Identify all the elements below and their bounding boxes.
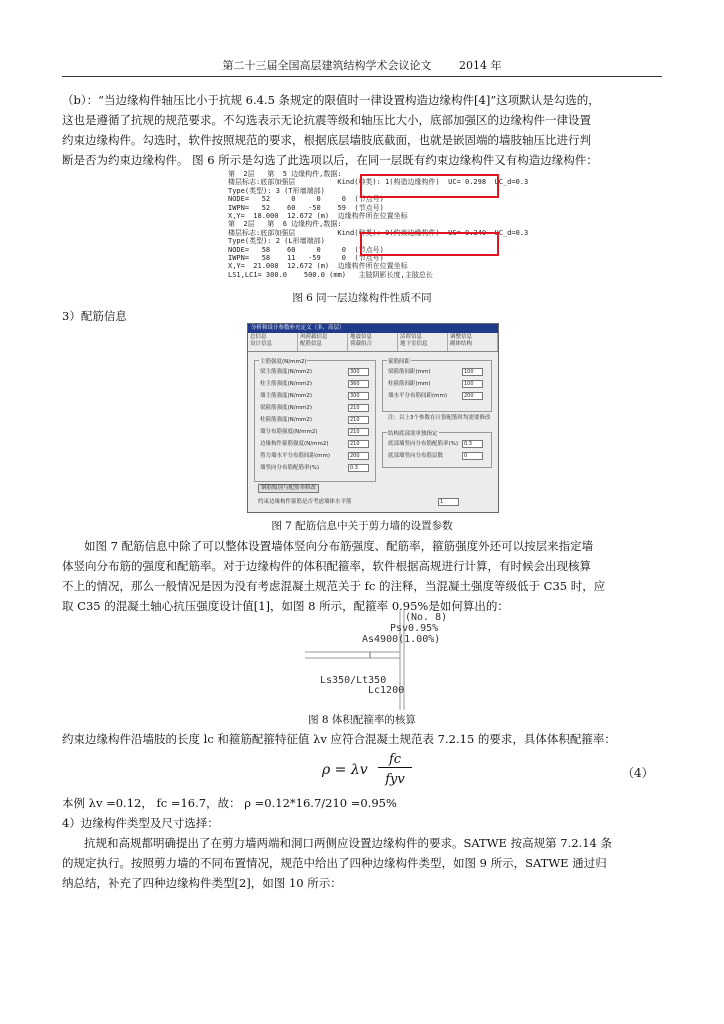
- output-line: NODE= 52 0 0 0 (节点号): [228, 195, 384, 204]
- param-input[interactable]: 0.3: [348, 464, 369, 472]
- length-label: Ls350/Lt350: [320, 675, 387, 686]
- formula-numerator: fc: [378, 752, 412, 768]
- tab-seismic[interactable]: 地震信息 荷载组合: [348, 333, 398, 351]
- text-line: 取 C35 的混凝土轴心抗压强度设计值[1]，如图 8 所示，配箍率 0.95%是如何算出的：: [62, 599, 509, 613]
- output-line: IWPN= 58 11 -59 0 (节点号): [228, 254, 384, 263]
- formula-lhs: ρ = λv: [322, 762, 368, 778]
- bottom-wall-group: [382, 432, 492, 468]
- text-line: 抗规和高规都明确提出了在剪力墙两端和洞口两侧应设置边缘构件的要求。SATWE 按高规第 7.2.14 条: [84, 836, 612, 850]
- settings-dialog: [247, 323, 499, 513]
- member-number: (No. 8): [405, 612, 448, 623]
- conference-title: 第二十三届全国高层建筑结构学术会议论文: [222, 59, 432, 72]
- param-input[interactable]: 200: [348, 452, 369, 460]
- tab-adjust[interactable]: 调整信息 砌体结构: [448, 333, 498, 351]
- paragraph-fig7: [62, 536, 662, 616]
- paragraph-b: [62, 90, 662, 170]
- output-line: 楼层标志:底部加强层 Kind(种类): 0(约束边缘构件) UC= 0.340 UC_d=0.3: [228, 228, 529, 237]
- param-input[interactable]: 100: [462, 368, 483, 376]
- formula-4: [322, 752, 662, 792]
- paragraph-fig8: 约束边缘构件沿墙肢的长度 lc 和箍筋配箍特征值 λv 应符合混凝土规范表 7.2.15 的要求，具体体积配箍率：: [62, 732, 616, 746]
- figure-7-caption: 图 7 配筋信息中关于剪力墙的设置参数: [271, 520, 453, 532]
- left-group-label: 主筋强度(N/mm2): [260, 359, 307, 365]
- param-label: 梁箍筋强度(N/mm2): [260, 405, 312, 411]
- highlight-box-1: [360, 174, 499, 198]
- dialog-title: 分析和设计参数补充定义（多、高层）: [248, 324, 498, 333]
- param-input[interactable]: 210: [348, 440, 369, 448]
- output-line: 楼层标志:底部加强层 Kind(种类): 1(构造边缘构件) UC= 0.298 UC_d=0.3: [228, 178, 529, 187]
- bottom-param-label: 约束边缘构件箍筋是否考虑墙体水平筋: [258, 499, 352, 505]
- output-line: X,Y= 18.000 12.672 (m) 边缘构件所在位置坐标: [228, 212, 408, 221]
- example-line: 本例 λv =0.12， fc =16.7，故： ρ =0.12*16.7/210 =0.95%: [62, 796, 397, 810]
- param-input[interactable]: 300: [348, 368, 369, 376]
- param-input[interactable]: 210: [348, 404, 369, 412]
- param-input[interactable]: 100: [462, 380, 483, 388]
- output-line: IWPN= 52 60 -50 59 (节点号): [228, 203, 384, 212]
- paragraph-last: [62, 833, 662, 893]
- param-input[interactable]: 360: [348, 380, 369, 388]
- param-label: 柱箍筋间距(mm): [388, 381, 431, 387]
- tab-general[interactable]: 总信息 设计信息: [248, 333, 298, 351]
- param-label: 墙竖向分布筋配筋率(%): [260, 465, 320, 471]
- param-label: 底部墙竖向分布筋层数: [388, 453, 444, 459]
- highlight-box-2: [360, 232, 499, 256]
- header-year: 2014 年: [459, 59, 502, 72]
- output-line: Type(类型): 2 (L形墙端部): [228, 237, 325, 246]
- text-line: 断是否为约束边缘构件。 图 6 所示是勾选了此选项以后，在同一层既有约束边缘构件又有构造边缘构件：: [62, 153, 598, 167]
- formula-number: （4）: [622, 766, 654, 780]
- output-line: NODE= 58 60 0 0 (节点号): [228, 245, 384, 254]
- text-line: 体竖向分布筋的强度和配筋率。对于边缘构件的体积配箍率，软件根据高规进行计算，有时候会出现核算: [62, 559, 591, 573]
- tab-live[interactable]: 活荷信息 地下室信息: [398, 333, 448, 351]
- tab-wind[interactable]: 风荷载信息 配筋信息: [298, 333, 348, 351]
- text-line: 这也是遵循了抗规的规范要求。不勾选表示无论抗震等级和轴压比大小，底部加强区的边缘构件一律设置: [62, 113, 591, 127]
- figure-6-caption: 图 6 同一层边缘构件性质不同: [292, 292, 432, 304]
- text-line: 不上的情况，那么一般情况是因为没有考虑混凝土规范关于 fc 的注释，当混凝土强度等级低于 C35 时，应: [62, 579, 606, 593]
- output-line: LS1,LC1= 300.0 500.0 (mm) 主肢阴影长度,主肢总长: [228, 270, 433, 279]
- figure-8-caption: 图 8 体积配箍率的核算: [308, 714, 416, 726]
- text-line: 纳总结，补充了四种边缘构件类型[2]，如图 10 所示：: [62, 876, 342, 890]
- param-label: 梁主筋强度(N/mm2): [260, 369, 312, 375]
- output-line: X,Y= 21.000 12.672 (m) 边缘构件所在位置坐标: [228, 262, 408, 271]
- rebar-modify-button[interactable]: 钢筋级别与配筋率修改: [258, 484, 319, 493]
- param-input[interactable]: 0.3: [462, 440, 483, 448]
- text-line: （b）：“当边缘构件轴压比小于抗规 6.4.5 条规定的限值时一律设置构造边缘构件[4]”这项默认是勾选的，: [62, 93, 600, 107]
- page-header: [62, 56, 662, 77]
- param-input[interactable]: 210: [348, 416, 369, 424]
- param-label: 底部墙竖向分布筋配筋率(%): [388, 441, 459, 447]
- param-input[interactable]: 0: [462, 452, 483, 460]
- param-label: 边缘构件箍筋强度(N/mm2): [260, 441, 329, 447]
- param-input[interactable]: 200: [462, 392, 483, 400]
- output-line: 第 2层 第 5 边缘构件,数据:: [228, 170, 342, 178]
- text-line: 如图 7 配筋信息中除了可以整体设置墙体竖向分布筋强度、配筋率，箍筋强度外还可以按层来指定墙: [84, 539, 594, 553]
- output-line: 第 2层 第 6 边缘构件,数据:: [228, 220, 342, 229]
- note-text: 注：以上3个参数在计算配筋时均需要修改: [388, 415, 491, 421]
- param-label: 柱箍筋强度(N/mm2): [260, 417, 312, 423]
- text-line: 约束边缘构件。勾选时，软件按照规范的要求，根据底层墙肢底截面，也就是嵌固端的墙肢轴压比进行判: [62, 133, 591, 147]
- section-4-heading: 4）边缘构件类型及尺寸选择：: [62, 816, 219, 830]
- param-input[interactable]: 300: [348, 392, 369, 400]
- param-label: 梁箍筋间距(mm): [388, 369, 431, 375]
- dialog-tabs: [248, 333, 498, 352]
- section-3-heading: 3）配筋信息: [62, 309, 127, 323]
- bottom-param-input[interactable]: 1: [438, 498, 459, 506]
- param-label: 墙水平分布筋间距(mm): [388, 393, 448, 399]
- stirrup-ratio: Psv0.95%: [390, 623, 439, 634]
- param-label: 墙主筋强度(N/mm2): [260, 393, 312, 399]
- lc-label: Lc1200: [368, 685, 405, 696]
- formula-denominator: fyv: [385, 772, 405, 787]
- text-line: 的规定执行。按照剪力墙的不同布置情况，规范中给出了四种边缘构件类型，如图 9 所示，SATWE 通过归: [62, 856, 607, 870]
- right-group-label: 箍筋间距: [388, 359, 411, 365]
- rebar-area: As4900(1.00%): [362, 634, 441, 645]
- output-line: Type(类型): 3 (T形墙端部): [228, 186, 325, 195]
- param-label: 墙分布筋强度(N/mm2): [260, 429, 318, 435]
- param-label: 柱主筋强度(N/mm2): [260, 381, 312, 387]
- param-input[interactable]: 210: [348, 428, 369, 436]
- bottom-wall-group-label: 结构底部需单独指定: [388, 431, 438, 437]
- figure-8-diagram: [300, 610, 480, 710]
- param-label: 剪力墙水平分布筋间距(mm): [260, 453, 331, 459]
- figure-6-output: [228, 170, 529, 288]
